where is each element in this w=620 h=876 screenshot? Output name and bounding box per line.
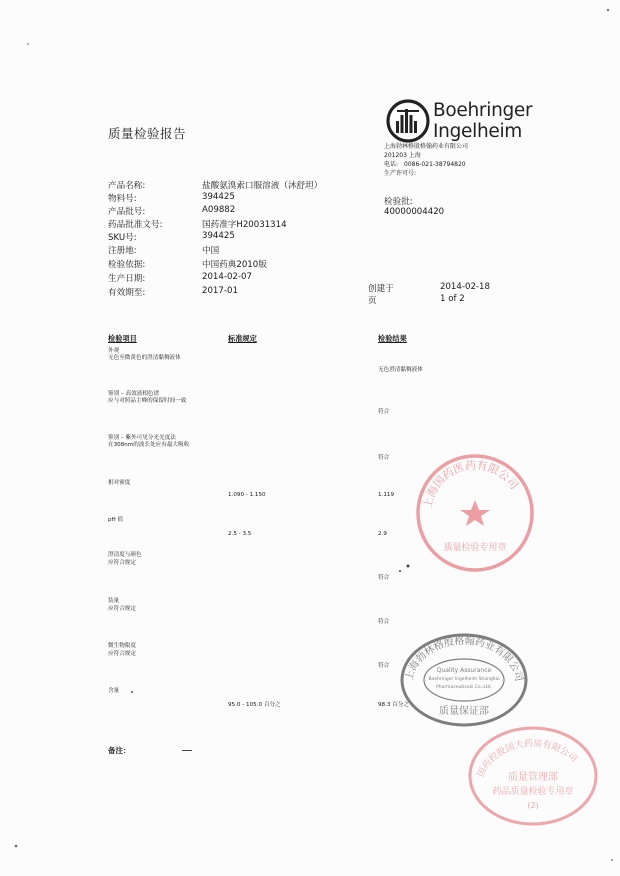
red-seal-2-name: 国药控股国大药房有限公司 — [476, 739, 579, 779]
production-date-label: 生产日期: — [108, 274, 146, 284]
svg-text:上海勃林格殷格翰药业有限公司 — [402, 634, 525, 683]
test-result: 符合 — [378, 455, 390, 461]
report-title: 质量检验报告 — [108, 126, 187, 141]
approval-number-label: 药品批准文号: — [108, 220, 163, 230]
page-value: 1 of 2 — [440, 294, 465, 304]
red-seal-2-line1: 质量管理部 — [508, 772, 558, 783]
test-item-spec: 应符合规定 — [108, 560, 136, 566]
red-pharmacy-seal-icon — [466, 724, 600, 826]
batch-number-value: A09882 — [202, 205, 236, 215]
company-phone-label: 电话: — [384, 161, 399, 168]
test-basis-label: 检验依据: — [108, 260, 146, 270]
company-phone: 0086-021-38794820 — [404, 161, 466, 168]
created-value: 2014-02-18 — [440, 282, 490, 292]
registration-place-label: 注册地: — [108, 246, 137, 256]
created-label: 创建于 — [368, 284, 394, 294]
test-standard: 1.090 - 1.150 — [228, 492, 266, 498]
product-name-value: 盐酸氨溴索口服溶液（沐舒坦） — [202, 181, 323, 191]
remarks-label: 备注： — [108, 746, 131, 755]
test-item: pH 值 — [108, 517, 124, 523]
red-seal-2-number: (2) — [527, 801, 539, 810]
inspection-lot-label: 检验批: — [384, 197, 413, 207]
test-item-spec: 应符合规定 — [108, 606, 136, 612]
qa-seal-en3: Pharmaceuticals Co.,Ltd. — [436, 685, 492, 690]
material-number-label: 物料号: — [108, 194, 137, 204]
qa-seal-en1: Quality Assurance — [436, 667, 492, 674]
test-item: 相对密度 — [108, 480, 131, 486]
test-item-spec: 无色至微黄色的澄清黏稠液体 — [108, 355, 181, 361]
qa-seal-bottom: 质量保证部 — [439, 706, 489, 717]
header-result: 检验结果 — [378, 334, 407, 343]
red-seal-1-bottom: 质量检验专用章 — [443, 543, 507, 553]
test-item: 外观 — [108, 348, 120, 354]
test-result: 符合 — [378, 619, 390, 625]
test-item: 鉴别 – 紫外可见分光光度法 — [108, 435, 176, 441]
test-result: 1.119 — [378, 492, 395, 498]
test-item-spec: 应与对照品主峰的保留时间一致 — [108, 398, 187, 404]
material-number-value: 394425 — [202, 192, 235, 202]
qa-seal-name: 上海勃林格殷格翰药业有限公司 — [404, 635, 525, 683]
test-item: 装量 — [108, 598, 120, 604]
boehringer-logo-icon — [385, 98, 431, 144]
inspection-lot-value: 40000004420 — [384, 207, 445, 217]
qa-seal-en2: Boehringer Ingelheim Shanghai — [428, 677, 500, 682]
product-name-label: 产品名称: — [108, 181, 146, 191]
header-item: 检验项目 — [108, 334, 137, 343]
approval-number-value: 国药准字H20031314 — [202, 220, 287, 230]
expiry-date-value: 2017-01 — [202, 286, 238, 296]
test-standard: 2.5 - 3.5 — [228, 531, 252, 537]
test-result: 符合 — [378, 409, 390, 415]
page-label: 页 — [368, 296, 377, 306]
red-company-seal-icon — [414, 452, 536, 574]
test-result: 无色澄清黏稠液体 — [378, 367, 423, 373]
brand-name-line1: Boehringer — [433, 100, 533, 121]
brand-name-line2: Ingelheim — [433, 121, 523, 142]
red-seal-2-line2: 药品质量检验专用章 — [492, 787, 574, 797]
remarks-mark — [182, 750, 192, 751]
production-date-value: 2014-02-07 — [202, 272, 252, 282]
sku-label: SKU号: — [108, 233, 137, 243]
header-standard: 标准规定 — [228, 334, 257, 343]
test-item: 含量 — [108, 688, 120, 694]
test-result: 符合 — [378, 575, 390, 581]
test-result: 符合 — [378, 663, 390, 669]
test-item-spec: 应符合规定 — [108, 651, 136, 657]
test-item: 澄清度与颜色 — [108, 552, 142, 558]
quality-assurance-seal-icon — [398, 628, 530, 728]
red-seal-1-name: 上海国药医药有限公司 — [421, 458, 521, 510]
test-item: 鉴别 – 高效液相色谱 — [108, 391, 160, 397]
test-standard: 95.0 - 105.0 百分之 — [228, 702, 281, 708]
company-name: 上海勃林格殷格翰药业有限公司 — [384, 143, 469, 150]
company-postcode-city: 201203 上海 — [384, 152, 421, 159]
test-basis-value: 中国药典2010版 — [202, 260, 267, 270]
batch-number-label: 产品批号: — [108, 207, 146, 217]
registration-place-value: 中国 — [202, 246, 220, 256]
expiry-date-label: 有效期至: — [108, 288, 146, 298]
sku-value: 394425 — [202, 231, 235, 241]
test-item: 微生物限度 — [108, 643, 136, 649]
test-result: 2.9 — [378, 531, 387, 537]
test-item-spec: 在308nm的波长处应有最大吸收 — [108, 442, 190, 448]
test-result: 98.3 百分之 — [378, 702, 410, 708]
company-license-label: 生产许可号: — [384, 170, 417, 177]
